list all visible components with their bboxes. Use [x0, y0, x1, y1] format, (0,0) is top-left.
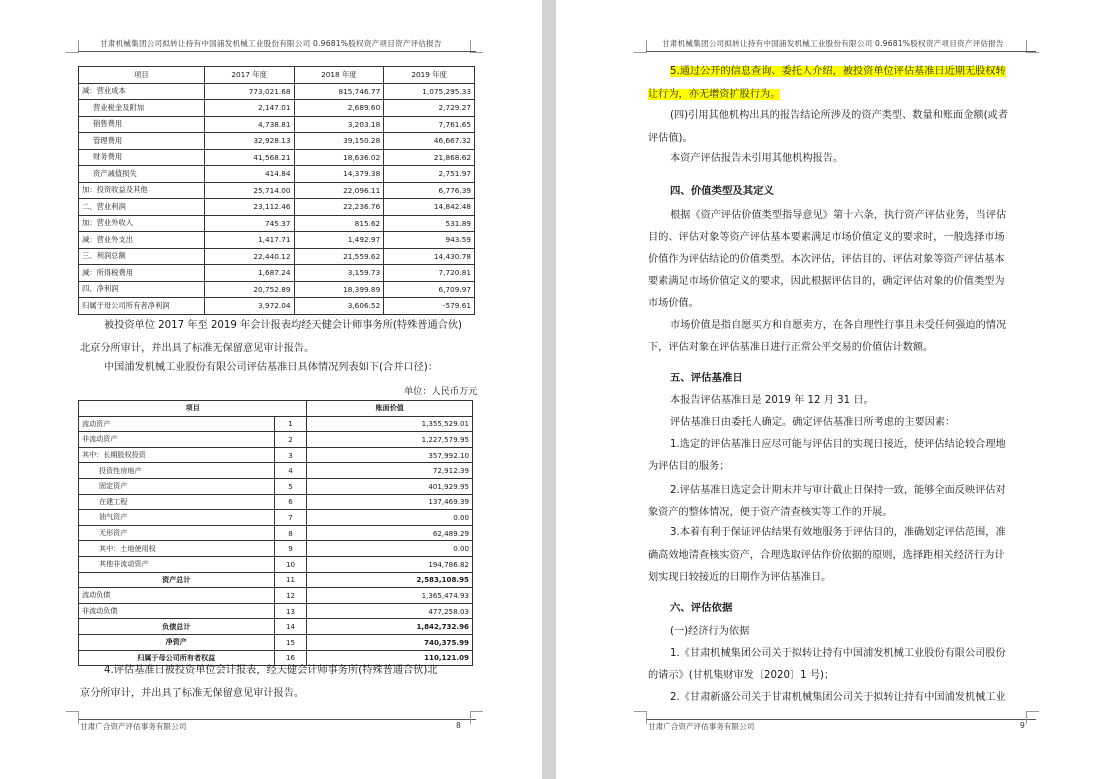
- market-value-line1: 市场价值是指自愿买方和自愿卖方，在各自理性行事且未受任何强迫的情况: [670, 320, 1007, 331]
- document-page-right: [556, 0, 1116, 779]
- table-row: [79, 166, 475, 183]
- cell-value: 22,096.11: [294, 182, 384, 199]
- cell-value: 21,868.62: [384, 149, 475, 166]
- base-date-line4: 为评估目的服务；: [648, 461, 730, 472]
- row-label: 流动资产: [79, 416, 275, 432]
- section-heading-5: 五、评估基准日: [670, 372, 743, 384]
- cell-value: 1,842,732.96: [307, 619, 473, 635]
- value-type-line2: 目的、评估对象等资产评估基本要素满足市场价值定义的要求时，一般选择市场: [648, 232, 1005, 243]
- base-date-line9: 划实现日较接近的日期作为评估基准日。: [648, 572, 832, 583]
- cell-value: 3,972.04: [204, 298, 294, 315]
- crop-mark: [634, 711, 647, 724]
- cell-value: 110,121.09: [307, 650, 473, 666]
- cell-value: 22,236.76: [294, 199, 384, 216]
- cell-value: 41,568.21: [204, 149, 294, 166]
- cell-value: 1,417.71: [204, 232, 294, 249]
- table-row: [79, 100, 475, 117]
- table-row: [79, 447, 473, 463]
- row-label: 三、利润总额: [79, 248, 205, 265]
- cell-value: 0.00: [307, 510, 473, 526]
- table-row: [79, 619, 473, 635]
- table-row: [79, 265, 475, 282]
- row-label: 资产减值损失: [79, 166, 205, 183]
- cell-value: 477,258.03: [307, 603, 473, 619]
- footer-rule: [78, 719, 476, 720]
- audit-paragraph-line2: 北京分所审计，并出具了标准无保留意见审计报告。: [80, 343, 315, 354]
- table-row: [79, 588, 473, 604]
- row-index: 9: [274, 541, 307, 557]
- cell-value: 531.89: [384, 215, 475, 232]
- row-label: 减：营业外支出: [79, 232, 205, 249]
- row-label: 非流动负债: [79, 603, 275, 619]
- row-label: 管理费用: [79, 133, 205, 150]
- cell-value: 773,021.68: [204, 83, 294, 100]
- row-index: 7: [274, 510, 307, 526]
- row-index: 12: [274, 588, 307, 604]
- table-row: [79, 281, 475, 298]
- cell-value: 6,776.39: [384, 182, 475, 199]
- cell-value: 46,667.32: [384, 133, 475, 150]
- row-label: 其中：长期股权投资: [79, 447, 275, 463]
- row-label: 减：营业成本: [79, 83, 205, 100]
- income-statement-table: [78, 66, 475, 315]
- table-row: [79, 298, 475, 315]
- para-no-refer: 本资产评估报告未引用其他机构报告。: [670, 153, 844, 164]
- page-footer: 甘肃广合资产评估事务有限公司: [80, 722, 187, 731]
- cell-value: 414.84: [204, 166, 294, 183]
- row-index: 15: [274, 634, 307, 650]
- para-4-line1: 4.评估基准日被投资单位会计报表，经天健会计师事务所(特殊普通合伙)北: [104, 665, 438, 676]
- unit-label: 单位：人民币万元: [404, 386, 478, 397]
- value-type-line5: 市场价值。: [648, 298, 699, 309]
- page-header: 甘肃机械集团公司拟转让持有中国浦发机械工业股份有限公司 0.9681%股权资产项目资产评估报告: [662, 39, 1004, 48]
- cell-value: 7,720.81: [384, 265, 475, 282]
- row-label: 营业税金及附加: [79, 100, 205, 117]
- table-row: [79, 603, 473, 619]
- cell-value: 1,075,295.33: [384, 83, 475, 100]
- cell-value: 6,709.97: [384, 281, 475, 298]
- row-index: 14: [274, 619, 307, 635]
- table-row: [79, 432, 473, 448]
- section-heading-6: 六、评估依据: [670, 602, 733, 614]
- cell-value: 815.62: [294, 215, 384, 232]
- para-four-line1: (四)引用其他机构出具的报告结论所涉及的资产类型、数量和账面金额(或者: [670, 110, 1008, 121]
- cell-value: 18,399.89: [294, 281, 384, 298]
- row-label: 油气资产: [79, 510, 275, 526]
- base-date-line5: 2.评估基准日选定会计期末并与审计截止日保持一致，能够全面反映评估对: [670, 485, 1006, 496]
- cell-value: 25,714.00: [204, 182, 294, 199]
- row-label: 投资性房地产: [79, 463, 275, 479]
- cell-value: 1,687.24: [204, 265, 294, 282]
- base-date-line8: 确高效地清查核实资产，合理选取评估作价依据的原则，选择距相关经济行为计: [648, 550, 1005, 561]
- row-label: 流动负债: [79, 588, 275, 604]
- table-row: [79, 463, 473, 479]
- row-label: 归属于母公司所有者净利润: [79, 298, 205, 315]
- cell-value: 2,729.27: [384, 100, 475, 117]
- column-header: 账面价值: [307, 401, 473, 417]
- row-index: 4: [274, 463, 307, 479]
- cell-value: 1,355,529.01: [307, 416, 473, 432]
- value-type-line3: 价值作为评估结论的价值类型。本次评估，评估目的、评估对象等资产评估基本: [648, 254, 1005, 265]
- row-label: 负债总计: [79, 619, 275, 635]
- cell-value: 2,751.97: [384, 166, 475, 183]
- table-row: [79, 510, 473, 526]
- cell-value: 357,992.10: [307, 447, 473, 463]
- base-date-line7: 3.本着有利于保证评估结果有效地服务于评估目的，准确划定评估范围，准: [670, 527, 1006, 538]
- row-label: 净资产: [79, 634, 275, 650]
- cell-value: 815,746.77: [294, 83, 384, 100]
- crop-mark: [66, 711, 79, 724]
- page-footer: 甘肃广合资产评估事务有限公司: [648, 722, 755, 731]
- cell-value: 32,928.13: [204, 133, 294, 150]
- table-row: [79, 83, 475, 100]
- cell-value: 943.59: [384, 232, 475, 249]
- table-row: [79, 494, 473, 510]
- highlighted-text: 让行为，亦无增资扩股行为。: [648, 89, 781, 100]
- column-header: 项目: [79, 67, 205, 84]
- table-row: [79, 634, 473, 650]
- cell-value: 72,912.39: [307, 463, 473, 479]
- cell-value: 18,636.02: [294, 149, 384, 166]
- cell-value: 14,379.38: [294, 166, 384, 183]
- table-row: [79, 478, 473, 494]
- base-date-line1: 本报告评估基准日是 2019 年 12 月 31 日。: [670, 395, 874, 406]
- table-row: [79, 182, 475, 199]
- row-index: 10: [274, 556, 307, 572]
- row-label: 固定资产: [79, 478, 275, 494]
- cell-value: 3,203.18: [294, 116, 384, 133]
- row-label: 在建工程: [79, 494, 275, 510]
- cell-value: 3,159.73: [294, 265, 384, 282]
- cell-value: 2,583,108.95: [307, 572, 473, 588]
- column-header: 2018 年度: [294, 67, 384, 84]
- section-heading-4: 四、价值类型及其定义: [670, 185, 774, 197]
- cell-value: 14,842.48: [384, 199, 475, 216]
- row-index: 2: [274, 432, 307, 448]
- page-number: 9: [1020, 721, 1025, 730]
- table-row: [79, 133, 475, 150]
- table-row: [79, 525, 473, 541]
- table-row: [79, 572, 473, 588]
- row-index: 6: [274, 494, 307, 510]
- crop-mark: [1026, 711, 1039, 724]
- cell-value: 1,227,579.95: [307, 432, 473, 448]
- row-label: 资产总计: [79, 572, 275, 588]
- row-index: 8: [274, 525, 307, 541]
- cell-value: 20,752.89: [204, 281, 294, 298]
- value-type-line4: 要素满足市场价值定义的要求，因此根据评估目的，确定评估对象的价值类型为: [648, 276, 1005, 287]
- assets-table: [78, 400, 473, 666]
- row-label: 归属于母公司所有者权益: [79, 650, 275, 666]
- highlighted-text: 5.通过公开的信息查询、委托人介绍，被投资单位评估基准日近期无股权转: [670, 66, 1006, 77]
- audit-paragraph-line1: 被投资单位 2017 年至 2019 年会计报表均经天健会计师事务所(特殊普通合伙): [104, 320, 463, 331]
- cell-value: 7,761.65: [384, 116, 475, 133]
- page-gap: [542, 0, 556, 779]
- cell-value: 2,147.01: [204, 100, 294, 117]
- assets-intro: 中国浦发机械工业股份有限公司评估基准日具体情况列表如下(合并口径)：: [104, 362, 438, 373]
- cell-value: 3,606.52: [294, 298, 384, 315]
- cell-value: 745.37: [204, 215, 294, 232]
- page-header: 甘肃机械集团公司拟转让持有中国浦发机械工业股份有限公司 0.9681%股权资产项目资产评估报告: [100, 39, 442, 48]
- base-date-line3: 1.选定的评估基准日应尽可能与评估目的实现日接近，使评估结论较合理地: [670, 439, 1006, 450]
- basis-line4: 2.《甘肃新盛公司关于甘肃机械集团公司关于拟转让持有中国浦发机械工业: [670, 692, 1006, 703]
- table-header-row: [79, 67, 475, 84]
- row-label: 四、净利润: [79, 281, 205, 298]
- row-label: 非流动资产: [79, 432, 275, 448]
- column-header: 2019 年度: [384, 67, 475, 84]
- table-row: [79, 556, 473, 572]
- table-row: [79, 149, 475, 166]
- para-four-line2: 评估值)。: [648, 133, 693, 144]
- table-row: [79, 215, 475, 232]
- base-date-line2: 评估基准日由委托人确定。确定评估基准日所考虑的主要因素：: [670, 417, 956, 428]
- document-page-left: [0, 0, 542, 779]
- cell-value: 2,689.60: [294, 100, 384, 117]
- table-header-row: [79, 401, 473, 417]
- cell-value: 39,150.28: [294, 133, 384, 150]
- cell-value: 1,492.97: [294, 232, 384, 249]
- cell-value: 62,489.29: [307, 525, 473, 541]
- table-row: [79, 232, 475, 249]
- column-header: 2017 年度: [204, 67, 294, 84]
- footer-rule: [646, 719, 1036, 720]
- cell-value: 0.00: [307, 541, 473, 557]
- page-number: 8: [456, 721, 461, 730]
- cell-value: 4,738.81: [204, 116, 294, 133]
- column-header: 项目: [79, 401, 307, 417]
- table-row: [79, 541, 473, 557]
- para-4-line2: 京分所审计，并出具了标准无保留意见审计报告。: [80, 688, 305, 699]
- header-rule: [646, 51, 1036, 52]
- basis-line2: 1.《甘肃机械集团公司关于拟转让持有中国浦发机械工业股份有限公司股份: [670, 648, 1006, 659]
- cell-value: 23,112.46: [204, 199, 294, 216]
- cell-value: 401,929.95: [307, 478, 473, 494]
- cell-value: 194,786.82: [307, 556, 473, 572]
- cell-value: 14,430.78: [384, 248, 475, 265]
- row-index: 5: [274, 478, 307, 494]
- row-label: 二、营业利润: [79, 199, 205, 216]
- basis-line3: 的请示》(甘机集财审发〔2020〕1 号)；: [648, 670, 835, 681]
- row-label: 其中：土地使用权: [79, 541, 275, 557]
- row-index: 13: [274, 603, 307, 619]
- basis-line1: (一)经济行为依据: [670, 626, 750, 637]
- crop-mark: [470, 711, 483, 724]
- table-row: [79, 199, 475, 216]
- row-index: 16: [274, 650, 307, 666]
- table-row: [79, 116, 475, 133]
- row-label: 销售费用: [79, 116, 205, 133]
- para-5-line2: [648, 84, 780, 106]
- row-label: 无形资产: [79, 525, 275, 541]
- para-5-line1: [670, 61, 1006, 83]
- row-label: 加：营业外收入: [79, 215, 205, 232]
- row-index: 11: [274, 572, 307, 588]
- row-label: 其他非流动资产: [79, 556, 275, 572]
- row-index: 3: [274, 447, 307, 463]
- cell-value: 22,440.12: [204, 248, 294, 265]
- cell-value: 1,365,474.93: [307, 588, 473, 604]
- row-label: 加：投资收益及其他: [79, 182, 205, 199]
- cell-value: -579.61: [384, 298, 475, 315]
- cell-value: 21,559.62: [294, 248, 384, 265]
- row-label: 财务费用: [79, 149, 205, 166]
- cell-value: 137,469.39: [307, 494, 473, 510]
- cell-value: 740,375.99: [307, 634, 473, 650]
- row-index: 1: [274, 416, 307, 432]
- header-rule: [78, 51, 476, 52]
- row-label: 减：所得税费用: [79, 265, 205, 282]
- market-value-line2: 下，评估对象在评估基准日进行正常公平交易的价值估计数额。: [648, 342, 934, 353]
- base-date-line6: 象资产的整体情况，便于资产清查核实等工作的开展。: [648, 507, 893, 518]
- table-row: [79, 248, 475, 265]
- value-type-line1: 根据《资产评估价值类型指导意见》第十六条，执行资产评估业务，当评估: [670, 210, 1007, 221]
- table-row: [79, 416, 473, 432]
